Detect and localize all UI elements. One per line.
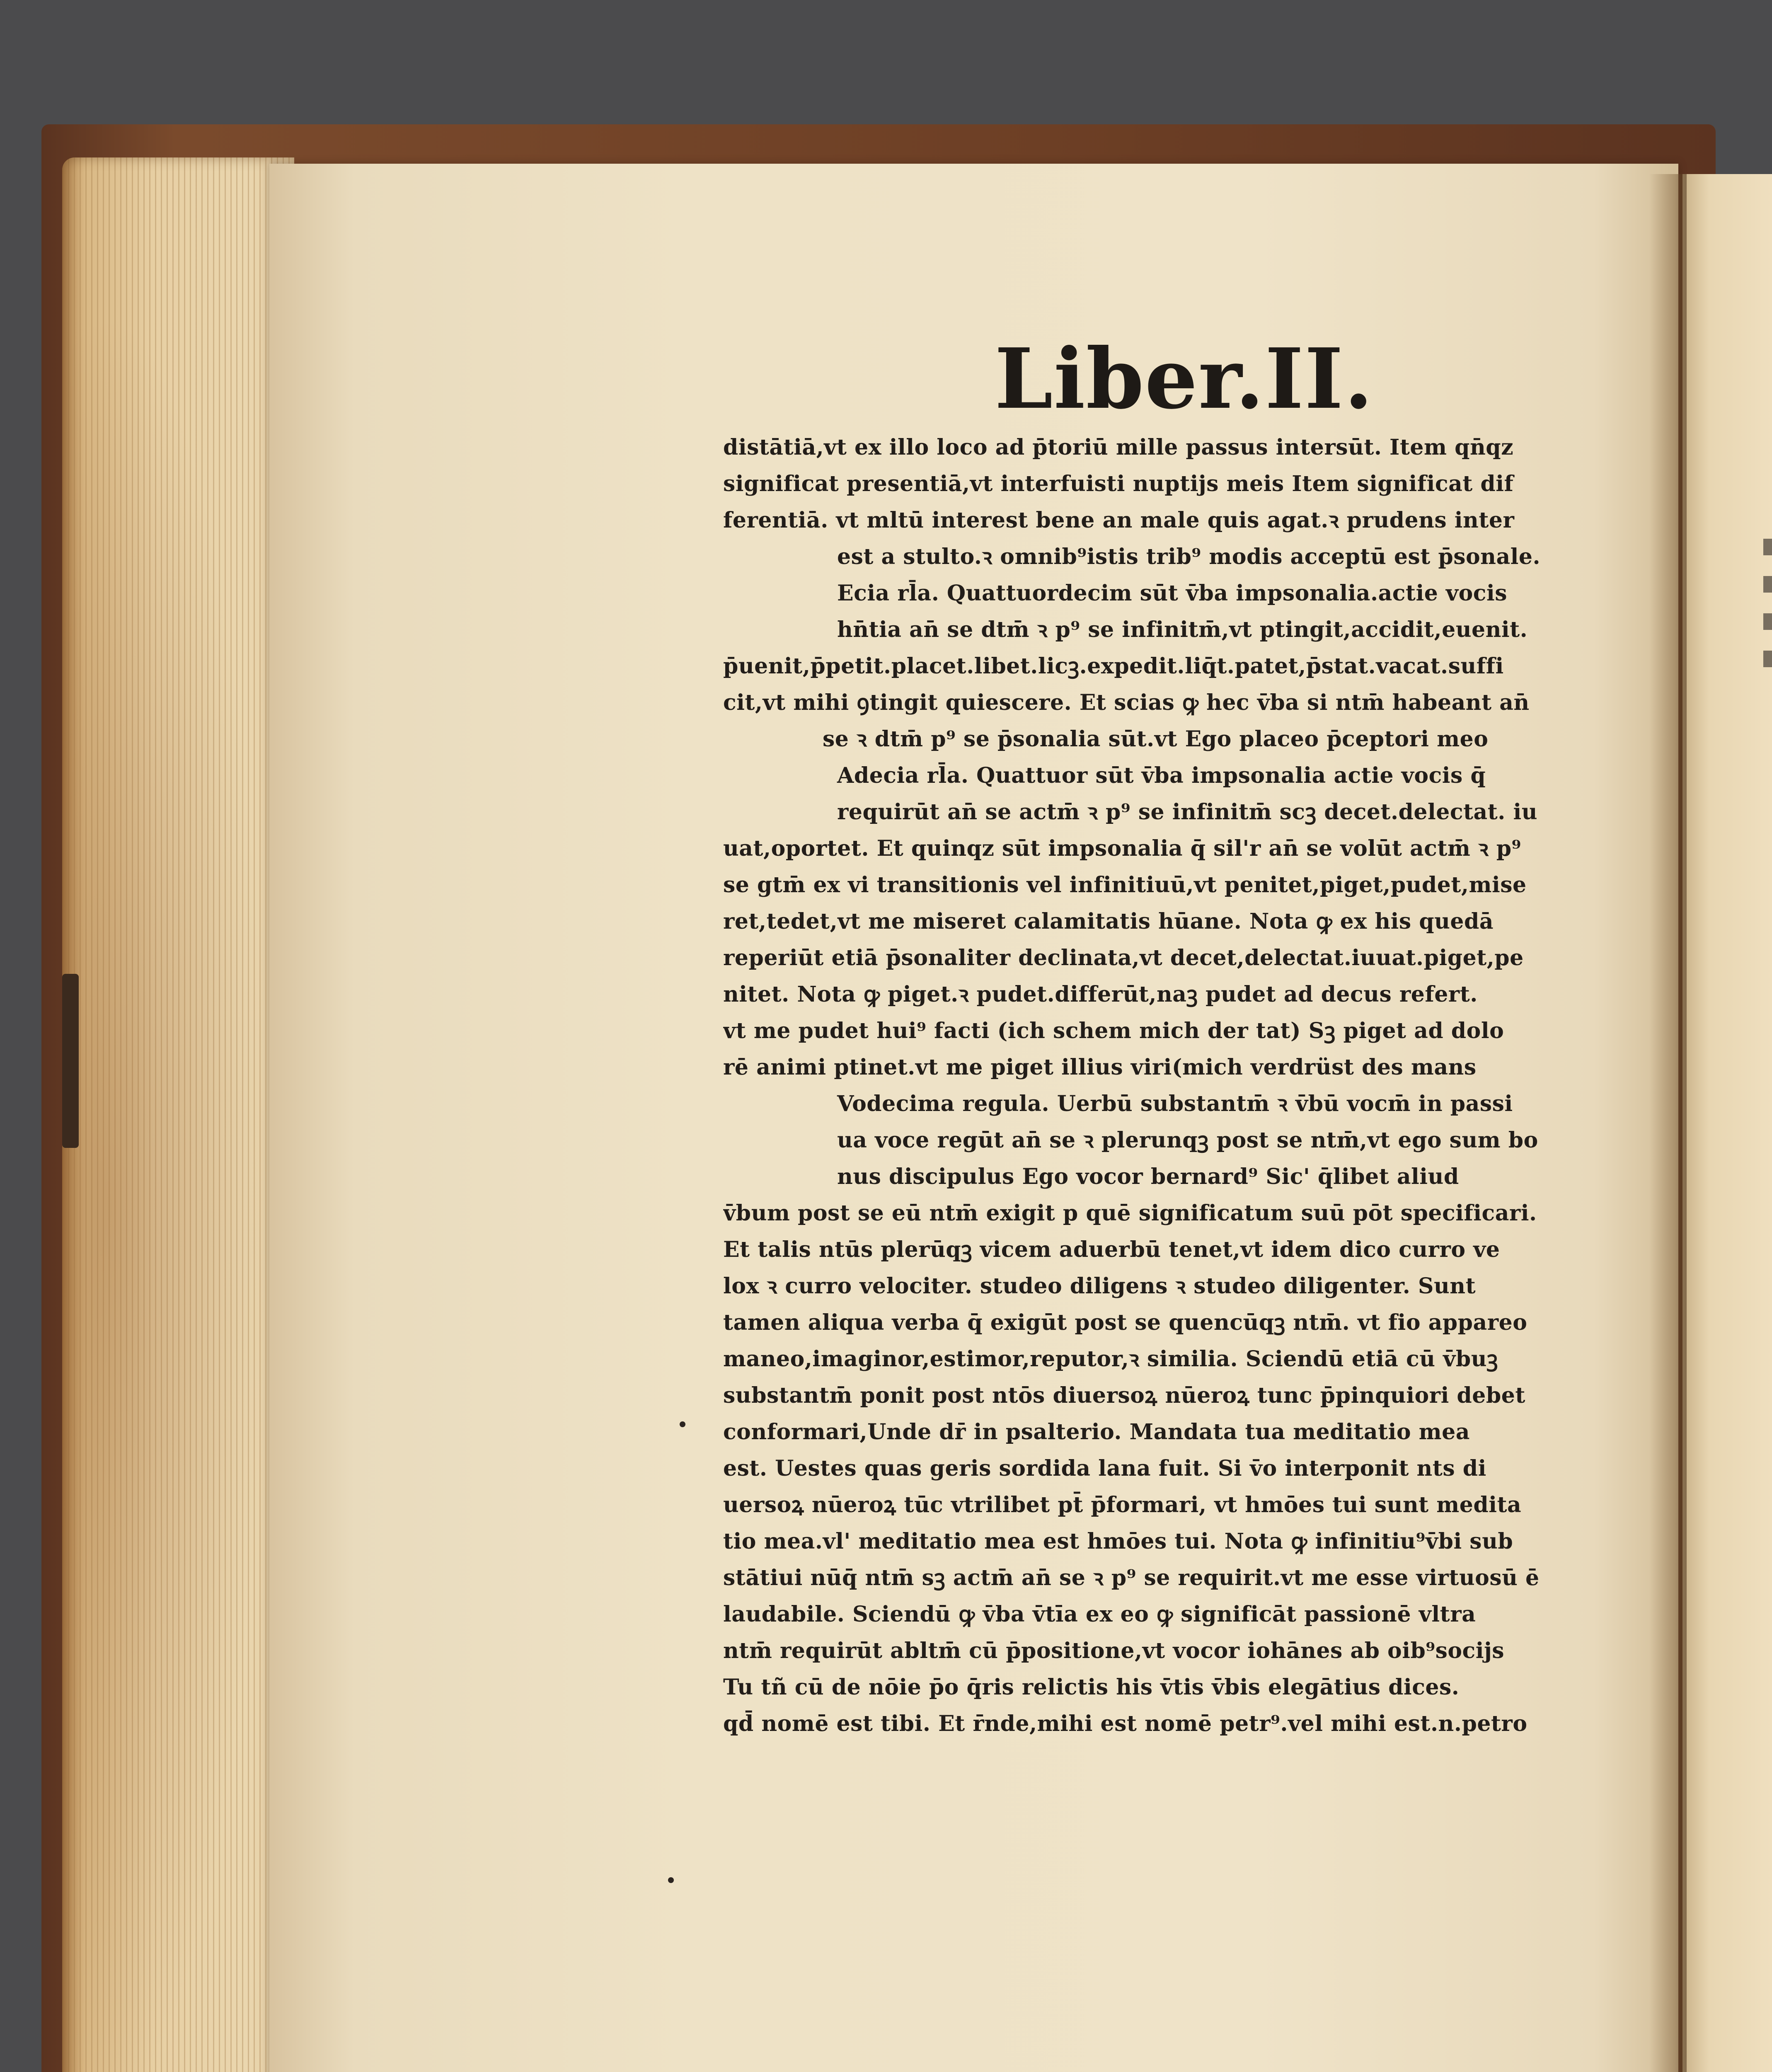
text-line: distātiā,vt ex illo loco ad p̄toriū mille passus intersūt. Item qn̄qz	[723, 435, 1514, 460]
text-line: nus discipulus Ego vocor bernard⁹ Sic' q̄libet aliud	[837, 1164, 1459, 1189]
text-line: reperiūt etiā p̄sonaliter declinata,vt decet,delectat.iuuat.piget,pe	[723, 945, 1524, 971]
text-line: tio mea.vl' meditatio mea est hmōes tui. Nota ꝙ infinitiu⁹v̄bi sub	[723, 1529, 1513, 1554]
text-line: stātiui nūq̄ ntm̄ sꝫ actm̄ an̄ se ꝛ p⁹ se requirit.vt me esse virtuosū ē	[723, 1565, 1540, 1590]
text-line: rē animi ptinet.vt me piget illius viri(mich verdrüst des mans	[723, 1055, 1477, 1080]
text-line: hn̄tia an̄ se dtm̄ ꝛ p⁹ se infinitm̄,vt ptingit,accidit,euenit.	[837, 617, 1528, 642]
text-block	[723, 431, 1581, 1807]
text-line: vt me pudet hui⁹ facti (ich schem mich der tat) Sꝫ piget ad dolo	[723, 1018, 1504, 1043]
text-line: cit,vt mihi ꝯtingit quiescere. Et scias ꝙ hec v̄ba si ntm̄ habeant an̄	[723, 690, 1530, 715]
text-line: se gtm̄ ex vi transitionis vel infinitiuū,vt penitet,piget,pudet,mise	[723, 872, 1527, 898]
book-clasp	[62, 974, 79, 1148]
text-line: requirūt an̄ se actm̄ ꝛ p⁹ se infinitm̄ scꝫ decet.delectat. iu	[837, 799, 1538, 825]
text-line: est. Uestes quas geris sordida lana fuit. Si v̄o interponit nts di	[723, 1456, 1486, 1481]
text-line: tamen aliqua verba q̄ exigūt post se quencūqꝫ ntm̄. vt fio appareo	[723, 1310, 1528, 1335]
text-line: nitet. Nota ꝙ piget.ꝛ pudet.differūt,naꝫ pudet ad decus refert.	[723, 982, 1478, 1007]
text-line: qd̄ nomē est tibi. Et r̄nde,mihi est nomē petr⁹.vel mihi est.n.petro	[723, 1711, 1528, 1736]
facing-page-edge	[1682, 174, 1772, 2072]
text-line: maneo,imaginor,estimor,reputor,ꝛ similia. Sciendū etiā cū v̄buꝫ	[723, 1346, 1498, 1372]
text-line: ntm̄ requirūt abltm̄ cū p̄positione,vt vocor iohānes ab oib⁹socijs	[723, 1638, 1505, 1663]
gutter-shadow	[1649, 174, 1687, 2072]
text-line: substantm̄ ponit post ntōs diuersoꝝ nūeroꝝ tunc p̄pinquiori debet	[723, 1383, 1525, 1408]
page-heading: Liber.II.	[995, 330, 1374, 428]
text-line: p̄uenit,p̄petit.placet.libet.licꝫ.expedit.liq̄t.patet,p̄stat.vacat.suffi	[723, 654, 1504, 679]
text-line: ua voce regūt an̄ se ꝛ plerunqꝫ post se ntm̄,vt ego sum bo	[837, 1128, 1538, 1153]
ink-speck	[668, 1877, 674, 1883]
text-line: laudabile. Sciendū ꝙ v̄ba v̄tīa ex eo ꝙ significāt passionē vltra	[723, 1602, 1476, 1627]
text-line: ferentiā. vt mltū interest bene an male quis agat.ꝛ prudens inter	[723, 508, 1515, 533]
text-line: est a stulto.ꝛ omnib⁹istis trib⁹ modis acceptū est p̄sonale.	[837, 544, 1541, 569]
page-edges-stack	[62, 157, 294, 2072]
text-line: Vodecima regula. Uerbū substantm̄ ꝛ v̄bū vocm̄ in passi	[837, 1091, 1513, 1116]
text-line: Et talis ntūs plerūqꝫ vicem aduerbū tenet,vt idem dico curro ve	[723, 1237, 1500, 1262]
text-line: lox ꝛ curro velociter. studeo diligens ꝛ studeo diligenter. Sunt	[723, 1273, 1476, 1299]
facing-page-text-fragment	[1763, 539, 1772, 688]
text-line: ret,tedet,vt me miseret calamitatis hūane. Nota ꝙ ex his quedā	[723, 909, 1494, 934]
text-line: conformari,Unde dr̄ in psalterio. Mandata tua meditatio mea	[723, 1419, 1470, 1445]
text-line: significat presentiā,vt interfuisti nuptijs meis Item significat dif	[723, 471, 1514, 496]
text-line: uat,oportet. Et quinqz sūt impsonalia q̄ sil'r an̄ se volūt actm̄ ꝛ p⁹	[723, 836, 1521, 861]
text-line: uersoꝝ nūeroꝝ tūc vtrilibet pt̄ p̄formari, vt hmōes tui sunt medita	[723, 1492, 1522, 1518]
text-line: se ꝛ dtm̄ p⁹ se p̄sonalia sūt.vt Ego placeo p̄ceptori meo	[823, 726, 1489, 752]
ink-speck	[680, 1421, 685, 1427]
text-line: Adecia rl̄a. Quattuor sūt v̄ba impsonalia actie vocis q̄	[837, 763, 1486, 788]
text-line: v̄bum post se eū ntm̄ exigit p quē significatum suū pōt specificari.	[723, 1201, 1537, 1226]
text-line: Tu tñ cū de nōie p̄o q̄ris relictis his v̄tis v̄bis elegātius dices.	[723, 1675, 1460, 1700]
text-line: Ecia rl̄a. Quattuordecim sūt v̄ba impsonalia.actie vocis	[837, 581, 1507, 606]
